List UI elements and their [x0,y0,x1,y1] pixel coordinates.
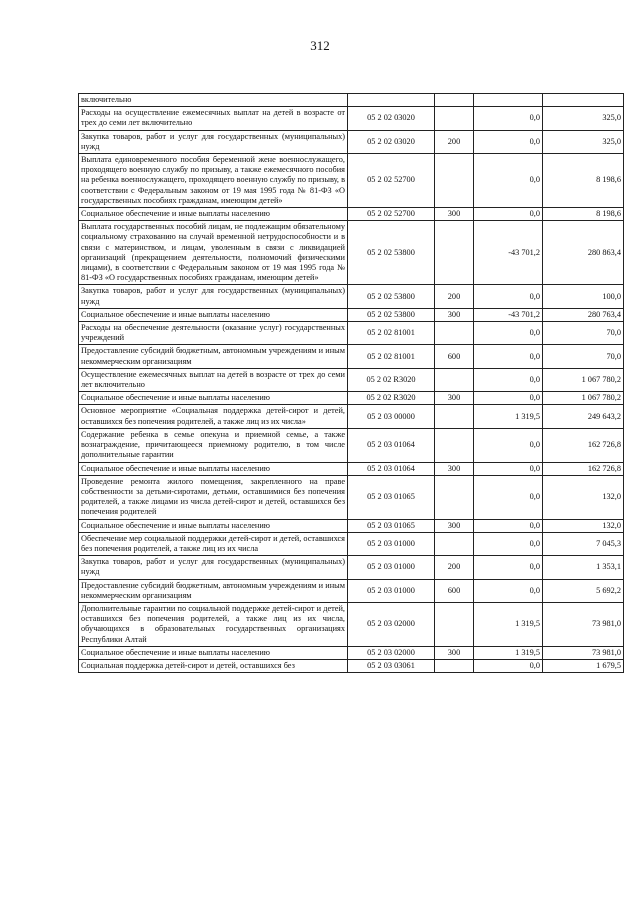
row-name-cell: Проведение ремонта жилого помещения, закрепленного на праве собственности за детьми-сиротами, детьми, оставшимися без попечения родителей, а также лицами из числа детей-сирот и детей, оставшихся без попечения родителей [79,475,348,519]
target-code-cell: 05 2 02 52700 [348,208,435,221]
amount-total-cell: 8 198,6 [543,208,624,221]
expense-type-cell: 300 [435,646,474,659]
row-name-cell: Социальное обеспечение и иные выплаты населению [79,208,348,221]
row-name-cell: Предоставление субсидий бюджетным, автономным учреждениям и иным некоммерческим организациям [79,345,348,368]
expense-type-cell: 300 [435,392,474,405]
row-name-cell: Социальное обеспечение и иные выплаты населению [79,519,348,532]
target-code-cell: 05 2 02 R3020 [348,368,435,391]
table-row [79,94,624,107]
amount-total-cell: 1 067 780,2 [543,368,624,391]
amount-change-cell: 0,0 [474,659,543,672]
target-code-cell: 05 2 02 03020 [348,107,435,130]
row-name-cell: Закупка товаров, работ и услуг для государственных (муниципальных) нужд [79,130,348,153]
row-name-cell: Закупка товаров, работ и услуг для государственных (муниципальных) нужд [79,556,348,579]
table-row [79,208,624,221]
expense-type-cell: 300 [435,462,474,475]
row-name-cell: Социальное обеспечение и иные выплаты населению [79,308,348,321]
amount-total-cell: 8 198,6 [543,154,624,208]
target-code-cell: 05 2 03 00000 [348,405,435,428]
expense-type-cell [435,405,474,428]
table-row [79,130,624,153]
table-row [79,107,624,130]
table-row [79,519,624,532]
row-name-cell: Осуществление ежемесячных выплат на детей в возрасте от трех до семи лет включительно [79,368,348,391]
amount-total-cell: 325,0 [543,130,624,153]
amount-change-cell: 0,0 [474,392,543,405]
table-row [79,602,624,646]
table-row [79,579,624,602]
row-name-cell: Содержание ребенка в семье опекуна и приемной семье, а также вознаграждение, причитающееся приемному родителю, в том числе дополнительные гарантии [79,428,348,462]
amount-change-cell: 0,0 [474,579,543,602]
table-row [79,345,624,368]
row-name-cell: Дополнительные гарантии по социальной поддержке детей-сирот и детей, оставшихся без попечения родителей, а также лиц из их числа, обучающихся в образовательных государственных организациях Республики Алтай [79,602,348,646]
amount-change-cell: 0,0 [474,428,543,462]
amount-total-cell [543,94,624,107]
target-code-cell: 05 2 02 81001 [348,345,435,368]
table-row [79,322,624,345]
amount-change-cell: 0,0 [474,154,543,208]
expense-type-cell: 200 [435,130,474,153]
amount-change-cell: 0,0 [474,345,543,368]
row-name-cell: Закупка товаров, работ и услуг для государственных (муниципальных) нужд [79,285,348,308]
row-name-cell: Расходы на обеспечение деятельности (оказание услуг) государственных учреждений [79,322,348,345]
amount-total-cell: 1 353,1 [543,556,624,579]
amount-change-cell: 1 319,5 [474,602,543,646]
target-code-cell: 05 2 03 01000 [348,579,435,602]
table-row [79,475,624,519]
expense-type-cell: 200 [435,556,474,579]
target-code-cell: 05 2 02 R3020 [348,392,435,405]
amount-change-cell: 1 319,5 [474,405,543,428]
budget-table [78,93,624,673]
row-name-cell: Социальная поддержка детей-сирот и детей, оставшихся без [79,659,348,672]
target-code-cell: 05 2 03 01000 [348,532,435,555]
amount-change-cell: 0,0 [474,130,543,153]
table-row [79,646,624,659]
amount-change-cell: 0,0 [474,462,543,475]
amount-total-cell: 70,0 [543,345,624,368]
target-code-cell: 05 2 02 53800 [348,221,435,285]
expense-type-cell [435,602,474,646]
target-code-cell: 05 2 02 03020 [348,130,435,153]
table-row [79,428,624,462]
target-code-cell: 05 2 03 01064 [348,428,435,462]
table-row [79,405,624,428]
expense-type-cell: 600 [435,345,474,368]
amount-change-cell: 1 319,5 [474,646,543,659]
expense-type-cell [435,94,474,107]
target-code-cell: 05 2 03 01065 [348,475,435,519]
expense-type-cell [435,532,474,555]
row-name-cell: Социальное обеспечение и иные выплаты населению [79,392,348,405]
expense-type-cell: 600 [435,579,474,602]
page-number: 312 [310,38,330,53]
amount-total-cell: 325,0 [543,107,624,130]
amount-total-cell: 280 763,4 [543,308,624,321]
target-code-cell [348,94,435,107]
expense-type-cell: 200 [435,285,474,308]
amount-change-cell: 0,0 [474,368,543,391]
amount-total-cell: 73 981,0 [543,646,624,659]
amount-change-cell: -43 701,2 [474,308,543,321]
amount-change-cell: -43 701,2 [474,221,543,285]
amount-change-cell [474,94,543,107]
row-name-cell: Социальное обеспечение и иные выплаты населению [79,462,348,475]
expense-type-cell: 300 [435,519,474,532]
table-row [79,532,624,555]
amount-total-cell: 1 067 780,2 [543,392,624,405]
expense-type-cell [435,475,474,519]
expense-type-cell: 300 [435,308,474,321]
amount-total-cell: 5 692,2 [543,579,624,602]
expense-type-cell [435,368,474,391]
target-code-cell: 05 2 03 02000 [348,646,435,659]
expense-type-cell [435,154,474,208]
table-row [79,392,624,405]
target-code-cell: 05 2 02 53800 [348,308,435,321]
expense-type-cell [435,322,474,345]
table-row [79,154,624,208]
table-row [79,221,624,285]
expense-type-cell [435,221,474,285]
amount-total-cell: 132,0 [543,475,624,519]
amount-change-cell: 0,0 [474,532,543,555]
budget-table-body [79,94,624,673]
row-name-cell: Выплата государственных пособий лицам, не подлежащим обязательному социальному страхованию на случай временной нетрудоспособности и в связи с материнством, и лицам, уволенным в связи с ликвидацией организаций (прекращением деятельности, полномочий физическими лицами), в соответствии с Федеральным законом от 19 мая 1995 года № 81-ФЗ «О государственных пособиях гражданам, имеющим детей» [79,221,348,285]
row-name-cell: Выплата единовременного пособия беременной жене военнослужащего, проходящего военную службу по призыву, а также ежемесячного пособия на ребенка военнослужащего, проходящего военную службу по призыву, в соответствии с Федеральным законом от 19 мая 1995 года № 81-ФЗ «О государственных пособиях гражданам, имеющим детей» [79,154,348,208]
row-name-cell: Социальное обеспечение и иные выплаты населению [79,646,348,659]
table-row [79,556,624,579]
target-code-cell: 05 2 03 02000 [348,602,435,646]
table-row [79,462,624,475]
row-name-cell: Предоставление субсидий бюджетным, автономным учреждениям и иным некоммерческим организациям [79,579,348,602]
expense-type-cell [435,659,474,672]
table-row [79,659,624,672]
amount-change-cell: 0,0 [474,556,543,579]
amount-change-cell: 0,0 [474,322,543,345]
target-code-cell: 05 2 03 01064 [348,462,435,475]
amount-total-cell: 73 981,0 [543,602,624,646]
amount-total-cell: 280 863,4 [543,221,624,285]
table-row [79,308,624,321]
target-code-cell: 05 2 03 03061 [348,659,435,672]
amount-total-cell: 100,0 [543,285,624,308]
amount-total-cell: 132,0 [543,519,624,532]
target-code-cell: 05 2 03 01065 [348,519,435,532]
amount-total-cell: 1 679,5 [543,659,624,672]
table-row [79,368,624,391]
amount-total-cell: 7 045,3 [543,532,624,555]
amount-change-cell: 0,0 [474,285,543,308]
amount-total-cell: 162 726,8 [543,462,624,475]
amount-change-cell: 0,0 [474,519,543,532]
target-code-cell: 05 2 02 53800 [348,285,435,308]
table-row [79,285,624,308]
row-name-cell: Обеспечение мер социальной поддержки детей-сирот и детей, оставшихся без попечения родителей, а также лиц из их числа [79,532,348,555]
row-name-cell: Основное мероприятие «Социальная поддержка детей-сирот и детей, оставшихся без попечения родителей, а также лиц из их числа» [79,405,348,428]
target-code-cell: 05 2 02 81001 [348,322,435,345]
target-code-cell: 05 2 02 52700 [348,154,435,208]
row-name-cell: включительно [79,94,348,107]
amount-change-cell: 0,0 [474,208,543,221]
amount-total-cell: 70,0 [543,322,624,345]
expense-type-cell: 300 [435,208,474,221]
expense-type-cell [435,107,474,130]
amount-change-cell: 0,0 [474,107,543,130]
amount-total-cell: 249 643,2 [543,405,624,428]
amount-change-cell: 0,0 [474,475,543,519]
row-name-cell: Расходы на осуществление ежемесячных выплат на детей в возрасте от трех до семи лет включительно [79,107,348,130]
target-code-cell: 05 2 03 01000 [348,556,435,579]
amount-total-cell: 162 726,8 [543,428,624,462]
expense-type-cell [435,428,474,462]
